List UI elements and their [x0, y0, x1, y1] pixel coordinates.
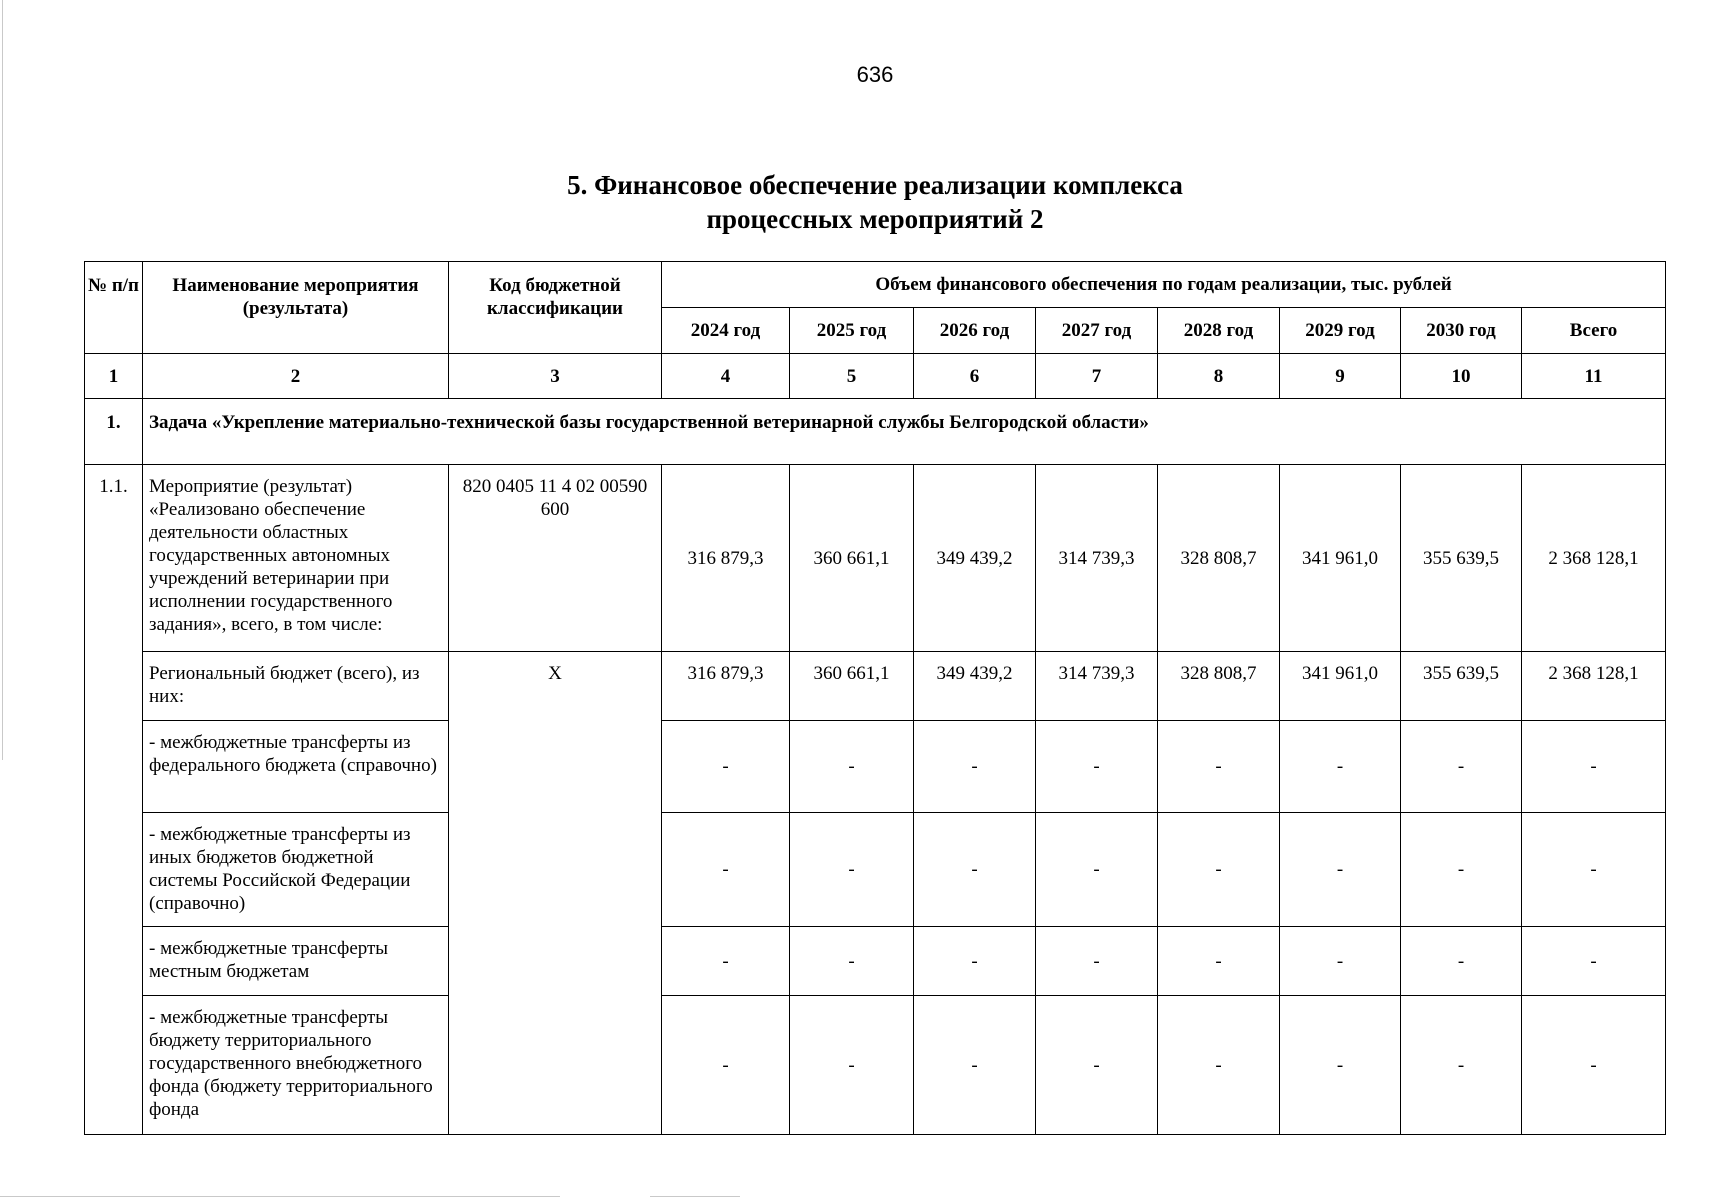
header-year: 2030 год [1401, 308, 1522, 354]
measure-number: 1.1. [85, 465, 143, 1135]
value-cell: - [914, 927, 1036, 996]
value-cell: 328 808,7 [1158, 652, 1280, 721]
value-cell: - [1036, 813, 1158, 927]
value-cell: - [790, 813, 914, 927]
scan-line-bottom [0, 1196, 560, 1197]
transfer-row [85, 996, 1666, 1135]
column-number: 5 [790, 354, 914, 399]
title-line-2: процессных мероприятий 2 [706, 204, 1044, 234]
value-cell: - [1401, 996, 1522, 1135]
header-total: Всего [1522, 308, 1666, 354]
header-volume: Объем финансового обеспечения по годам реализации, тыс. рублей [662, 262, 1666, 308]
value-cell: - [790, 996, 914, 1135]
value-cell: - [1280, 927, 1401, 996]
value-cell: - [1036, 721, 1158, 813]
column-number: 10 [1401, 354, 1522, 399]
transfer-name: - межбюджетные трансферты из федерального бюджета (справочно) [143, 721, 449, 813]
value-cell: 341 961,0 [1280, 652, 1401, 721]
total-cell: - [1522, 996, 1666, 1135]
task-number: 1. [85, 399, 143, 465]
header-num: № п/п [85, 262, 143, 354]
value-cell: - [1401, 813, 1522, 927]
regional-budget-row [85, 652, 1666, 721]
transfer-row [85, 813, 1666, 927]
header-year: 2027 год [1036, 308, 1158, 354]
total-cell: - [1522, 721, 1666, 813]
value-cell: - [914, 813, 1036, 927]
value-cell: - [662, 996, 790, 1135]
title-line-1: 5. Финансовое обеспечение реализации комплекса [567, 170, 1183, 200]
value-cell: - [662, 927, 790, 996]
value-cell: - [1401, 721, 1522, 813]
column-number: 1 [85, 354, 143, 399]
header-code: Код бюджетной классификации [449, 262, 662, 354]
measure-code: 820 0405 11 4 02 00590 600 [449, 465, 662, 652]
header-name: Наименование мероприятия (результата) [143, 262, 449, 354]
scan-edge-left [2, 0, 3, 760]
value-cell: 355 639,5 [1401, 465, 1522, 652]
column-number: 2 [143, 354, 449, 399]
value-cell: 360 661,1 [790, 652, 914, 721]
value-cell: 314 739,3 [1036, 652, 1158, 721]
value-cell: 316 879,3 [662, 652, 790, 721]
value-cell: 316 879,3 [662, 465, 790, 652]
value-cell: 314 739,3 [1036, 465, 1158, 652]
header-year: 2025 год [790, 308, 914, 354]
value-cell: - [790, 721, 914, 813]
value-cell: - [662, 813, 790, 927]
value-cell: - [1158, 996, 1280, 1135]
regional-budget-name: Региональный бюджет (всего), из них: [143, 652, 449, 721]
scan-line-bottom-short [650, 1196, 740, 1197]
transfer-name: - межбюджетные трансферты из иных бюджетов бюджетной системы Российской Федерации (справочно) [143, 813, 449, 927]
value-cell: - [1036, 927, 1158, 996]
value-cell: 341 961,0 [1280, 465, 1401, 652]
value-cell: - [1280, 721, 1401, 813]
financing-table [84, 261, 1666, 1135]
column-number-row [85, 354, 1666, 399]
regional-budget-code: X [449, 652, 662, 1135]
header-year: 2026 год [914, 308, 1036, 354]
value-cell: - [1401, 927, 1522, 996]
column-number: 11 [1522, 354, 1666, 399]
task-row [85, 399, 1666, 465]
value-cell: - [1280, 996, 1401, 1135]
transfer-row [85, 721, 1666, 813]
column-number: 9 [1280, 354, 1401, 399]
value-cell: - [1280, 813, 1401, 927]
header-year: 2024 год [662, 308, 790, 354]
column-number: 7 [1036, 354, 1158, 399]
value-cell: - [1036, 996, 1158, 1135]
total-cell: - [1522, 813, 1666, 927]
value-cell: - [1158, 927, 1280, 996]
page-title [0, 168, 1714, 236]
value-cell: 349 439,2 [914, 652, 1036, 721]
value-cell: - [1158, 721, 1280, 813]
total-cell: - [1522, 927, 1666, 996]
column-number: 6 [914, 354, 1036, 399]
value-cell: 360 661,1 [790, 465, 914, 652]
transfer-name: - межбюджетные трансферты местным бюджетам [143, 927, 449, 996]
total-cell: 2 368 128,1 [1522, 652, 1666, 721]
total-cell: 2 368 128,1 [1522, 465, 1666, 652]
measure-row [85, 465, 1666, 652]
value-cell: - [790, 927, 914, 996]
header-row-1 [85, 262, 1666, 308]
column-number: 4 [662, 354, 790, 399]
column-number: 8 [1158, 354, 1280, 399]
value-cell: - [662, 721, 790, 813]
transfer-name: - межбюджетные трансферты бюджету территориального государственного внебюджетного фонда (бюджету территориального фонда [143, 996, 449, 1135]
task-text: Задача «Укрепление материально-технической базы государственной ветеринарной службы Белгородской области» [143, 399, 1666, 465]
column-number: 3 [449, 354, 662, 399]
header-year: 2029 год [1280, 308, 1401, 354]
value-cell: 349 439,2 [914, 465, 1036, 652]
page-number: 636 [856, 62, 894, 87]
value-cell: - [914, 721, 1036, 813]
transfer-row [85, 927, 1666, 996]
measure-name: Мероприятие (результат) «Реализовано обеспечение деятельности областных государственных автономных учреждений ветеринарии при исполнении государственного задания», всего, в том числе: [143, 465, 449, 652]
value-cell: - [914, 996, 1036, 1135]
value-cell: - [1158, 813, 1280, 927]
value-cell: 328 808,7 [1158, 465, 1280, 652]
value-cell: 355 639,5 [1401, 652, 1522, 721]
header-year: 2028 год [1158, 308, 1280, 354]
